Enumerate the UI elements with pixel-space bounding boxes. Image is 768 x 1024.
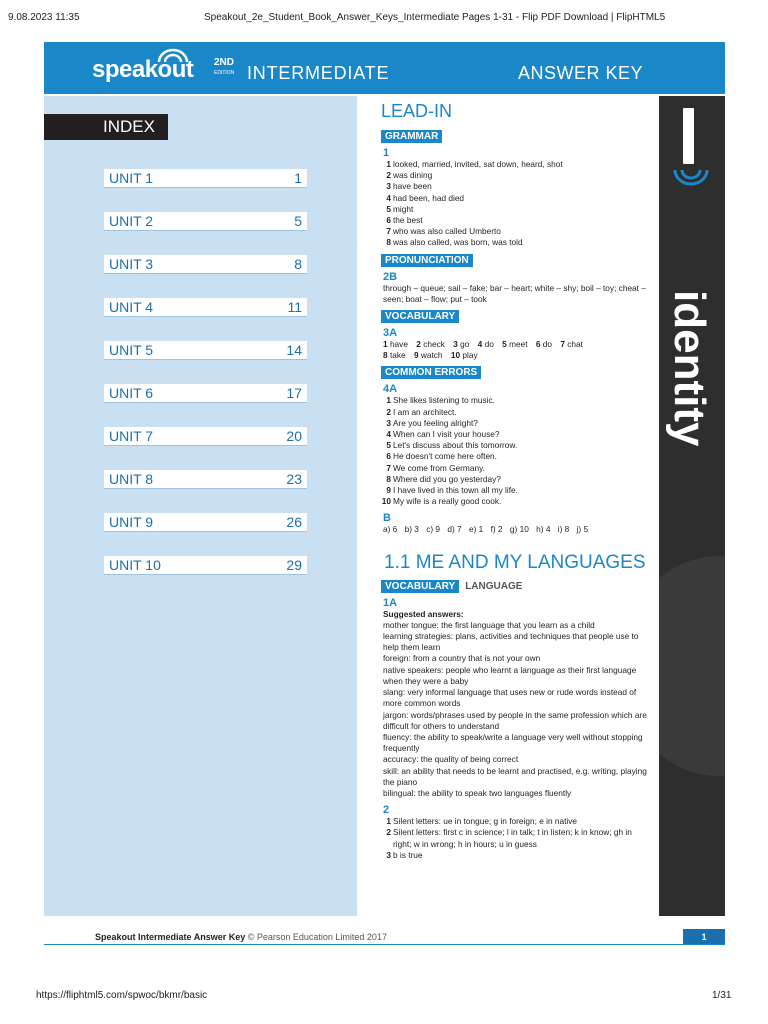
- edition-label: EDITION: [214, 70, 235, 76]
- index-link-unit-3[interactable]: [104, 255, 307, 274]
- item-number: 7: [560, 339, 565, 350]
- answer-item: [381, 215, 651, 226]
- common-errors-section-label: COMMON ERRORS: [381, 366, 481, 379]
- answer-item: [381, 395, 651, 406]
- answer-item: [381, 440, 651, 451]
- item-text: Let's discuss about this tomorrow.: [393, 440, 518, 451]
- answer-item: [381, 159, 651, 170]
- match-answer: a) 6: [383, 524, 398, 535]
- item-number: 9: [413, 350, 419, 361]
- vocabulary-answers-row: [383, 339, 651, 350]
- item-text: check: [423, 339, 445, 350]
- definition: foreign: from a country that is not your own: [383, 653, 541, 664]
- definition: fluency: the ability to speak/write a language very well without stopping frequently: [383, 731, 643, 754]
- item-number: 3: [386, 417, 391, 428]
- item-text: She likes listening to music.: [393, 395, 495, 406]
- unit-page: 14: [286, 342, 302, 358]
- answer-key-label: ANSWER KEY: [517, 63, 643, 83]
- unit-side-band: [659, 96, 725, 916]
- item-text: Silent letters: ue in tongue; g in foreign; e in native: [393, 816, 578, 827]
- item-text: had been, had died: [393, 192, 465, 203]
- answer-item: [381, 204, 651, 215]
- answer-item: [381, 193, 651, 204]
- item-number: 2: [386, 406, 391, 417]
- unit-page: 1: [294, 170, 302, 186]
- item-number: 2: [386, 170, 391, 181]
- unit-label: UNIT 9: [109, 514, 154, 530]
- unit-label: UNIT 3: [109, 256, 154, 272]
- footer-rule: [44, 944, 725, 945]
- unit-label: UNIT 10: [109, 557, 161, 573]
- exercise-number: 2B: [383, 270, 398, 283]
- match-answer: f) 2: [490, 524, 503, 535]
- match-answer: h) 4: [536, 524, 551, 535]
- lead-in-heading: LEAD-IN: [381, 101, 453, 121]
- definition: accuracy: the quality of being correct: [383, 754, 519, 765]
- item-number: 1: [386, 159, 391, 169]
- answer-item: [381, 451, 651, 462]
- answer-item: [381, 226, 651, 237]
- unit-page: 23: [286, 471, 302, 487]
- item-number: 10: [450, 350, 461, 361]
- exercise-number: 4A: [383, 383, 398, 396]
- item-number: 4: [386, 192, 391, 203]
- definition: learning strategies: plans, activities and techniques that people use to help them learn: [383, 631, 639, 653]
- speech-arc-icon: [156, 48, 190, 64]
- item-text: watch: [420, 350, 443, 361]
- item-text: was also called, was born, was told: [393, 237, 523, 248]
- item-number: 3: [453, 339, 458, 350]
- item-text: do: [484, 339, 494, 350]
- item-number: 2: [416, 339, 421, 350]
- item-number: 6: [535, 339, 541, 350]
- lesson-vocabulary-topic: LANGUAGE: [465, 580, 523, 592]
- item-number: 1: [386, 816, 391, 827]
- item-text: do: [542, 339, 553, 350]
- match-answer: c) 9: [426, 524, 441, 535]
- edition-badge: [214, 58, 234, 78]
- definition: mother tongue: the first language that you learn as a child: [383, 619, 595, 630]
- vocabulary-answers-row: [383, 350, 651, 361]
- item-number: 1: [386, 395, 391, 406]
- unit-label: UNIT 1: [109, 170, 154, 186]
- index-panel: [44, 96, 357, 916]
- item-number: 2: [386, 827, 391, 838]
- index-link-unit-7[interactable]: [104, 427, 307, 446]
- unit-label: UNIT 7: [109, 428, 154, 444]
- print-datetime: 9.08.2023 11:35: [8, 12, 80, 23]
- definition: slang: very informal language that uses new or rude words instead of more common words: [383, 687, 637, 709]
- exercise-number: 2: [383, 804, 390, 817]
- item-text: the best: [393, 215, 423, 226]
- item-number: 8: [383, 350, 388, 361]
- item-number: 4: [477, 339, 483, 350]
- exercise-number: B: [383, 512, 391, 525]
- pronunciation-answers: through – queue; sail – fake; bar – heart; white – shy; boil – toy; cheat – seen; boat – flow; put – took: [383, 282, 646, 304]
- item-number: 6: [386, 215, 391, 226]
- item-number: 7: [386, 462, 391, 473]
- item-number: 3: [386, 181, 391, 192]
- unit-page: 20: [286, 428, 302, 444]
- answer-item: [381, 474, 651, 485]
- exercise-number: 1: [383, 147, 390, 159]
- item-number: 10: [381, 496, 391, 507]
- index-link-unit-9[interactable]: [104, 513, 307, 532]
- item-text: chat: [567, 339, 583, 350]
- unit-label: UNIT 5: [109, 342, 154, 358]
- print-title: Speakout_2e_Student_Book_Answer_Keys_Intermediate Pages 1-31 - Flip PDF Download | FlipHTML5: [204, 12, 666, 23]
- item-text: meet: [509, 339, 528, 350]
- unit-number-graphic: [683, 108, 694, 164]
- answer-item: [381, 237, 651, 248]
- print-page-count: 1/31: [712, 990, 732, 1001]
- item-text: He doesn't come here often.: [393, 451, 497, 462]
- item-number: 5: [386, 440, 391, 451]
- answer-item: [381, 418, 651, 429]
- exercise-number: 1A: [383, 596, 398, 609]
- item-text: was dining: [393, 170, 433, 181]
- item-text: I have lived in this town all my life.: [393, 485, 518, 496]
- item-number: 8: [386, 473, 391, 484]
- matching-answers: [383, 524, 651, 535]
- edition-number: 2ND: [214, 57, 235, 68]
- definition: bilingual: the ability to speak two languages fluently: [383, 787, 572, 798]
- match-answer: g) 10: [509, 524, 529, 535]
- definition: native speakers: people who learnt a language as their first language when they were a baby: [383, 664, 637, 686]
- pronunciation-section-label: PRONUNCIATION: [381, 254, 473, 267]
- top-banner: [44, 42, 725, 94]
- match-answer: b) 3: [404, 524, 419, 535]
- lesson-vocabulary-label: VOCABULARY: [381, 580, 459, 593]
- vocabulary-section-label: VOCABULARY: [381, 310, 459, 323]
- unit-label: UNIT 8: [109, 471, 154, 487]
- item-text: might: [393, 203, 414, 214]
- index-link-unit-6[interactable]: [104, 384, 307, 403]
- level-label: INTERMEDIATE: [247, 63, 390, 83]
- footer-book-title: Speakout Intermediate Answer Key: [95, 932, 246, 942]
- page-footer: [95, 932, 387, 942]
- definition: jargon: words/phrases used by people in the same profession which are difficult for others to understand: [383, 709, 647, 731]
- unit-page: 11: [287, 299, 302, 315]
- item-text: Silent letters: first c in science; l in talk; t in listen; k in know; gh in right; w in wrong; h in hours; u in guess: [393, 827, 632, 849]
- match-answer: e) 1: [468, 524, 484, 535]
- index-link-unit-10[interactable]: [104, 556, 307, 575]
- item-number: 5: [502, 339, 507, 350]
- index-link-unit-1[interactable]: [104, 169, 307, 188]
- answer-item: [381, 170, 651, 181]
- unit-label: UNIT 2: [109, 213, 154, 229]
- index-link-unit-5[interactable]: [104, 341, 307, 360]
- index-link-unit-4[interactable]: [104, 298, 307, 317]
- unit-page: 8: [294, 256, 302, 272]
- item-number: 7: [386, 226, 391, 237]
- definition: skill: an ability that needs to be learnt and practised, e.g. writing, playing the piano: [383, 765, 647, 787]
- answer-item: [381, 181, 651, 192]
- item-number: 6: [386, 451, 391, 462]
- unit-page: 5: [294, 213, 302, 229]
- index-link-unit-2[interactable]: [104, 212, 307, 231]
- match-answer: i) 8: [557, 524, 570, 535]
- answer-item: [381, 850, 651, 861]
- unit-page: 17: [286, 385, 302, 401]
- unit-page: 29: [286, 557, 302, 573]
- item-text: b is true: [393, 849, 423, 860]
- answer-item: [381, 463, 651, 474]
- footer-copyright: © Pearson Education Limited 2017: [247, 932, 387, 942]
- print-header: [0, 0, 768, 40]
- item-text: go: [460, 339, 470, 350]
- grammar-section-label: GRAMMAR: [381, 130, 442, 143]
- item-number: 5: [386, 203, 391, 214]
- unit-label: UNIT 4: [109, 299, 154, 315]
- item-text: When can I visit your house?: [393, 429, 500, 440]
- item-text: I am an architect.: [393, 406, 457, 417]
- item-number: 9: [386, 485, 391, 496]
- item-text: Are you feeling alright?: [393, 417, 478, 428]
- item-number: 8: [386, 237, 391, 248]
- answer-item: [381, 496, 651, 507]
- index-list: [104, 169, 307, 599]
- lesson-heading: 1.1 ME AND MY LANGUAGES: [384, 551, 646, 573]
- answer-content: [381, 100, 651, 861]
- answer-item: [381, 485, 651, 496]
- index-link-unit-8[interactable]: [104, 470, 307, 489]
- index-title: INDEX: [44, 114, 168, 140]
- item-text: play: [462, 350, 478, 361]
- unit-label: UNIT 6: [109, 385, 154, 401]
- item-text: My wife is a really good cook.: [393, 496, 502, 507]
- exercise-number: 3A: [383, 327, 398, 340]
- brand-logo: speakout: [92, 56, 194, 83]
- unit-title: identity: [665, 290, 714, 447]
- answer-item: [381, 827, 651, 849]
- item-text: We come from Germany.: [393, 462, 485, 473]
- item-text: who was also called Umberto: [393, 226, 501, 237]
- match-answer: d) 7: [447, 524, 462, 535]
- page-number-badge: 1: [683, 929, 725, 945]
- item-text: have been: [393, 181, 432, 192]
- suggested-answers-label: Suggested answers:: [383, 608, 464, 619]
- decorative-glow: [659, 556, 725, 776]
- print-url: https://fliphtml5.com/spwoc/bkmr/basic: [36, 990, 208, 1001]
- answer-item: [381, 407, 651, 418]
- item-text: Where did you go yesterday?: [393, 473, 501, 484]
- speech-arc-icon: [671, 166, 711, 190]
- item-text: looked, married, invited, sat down, heard, shot: [393, 159, 563, 169]
- item-text: take: [389, 350, 406, 361]
- item-number: 3: [386, 849, 391, 860]
- answer-item: [381, 429, 651, 440]
- unit-page: 26: [286, 514, 302, 530]
- answer-item: [381, 816, 651, 827]
- item-number: 4: [386, 429, 391, 440]
- match-answer: j) 5: [576, 524, 589, 535]
- item-text: have: [389, 339, 408, 350]
- item-number: 1: [383, 339, 388, 350]
